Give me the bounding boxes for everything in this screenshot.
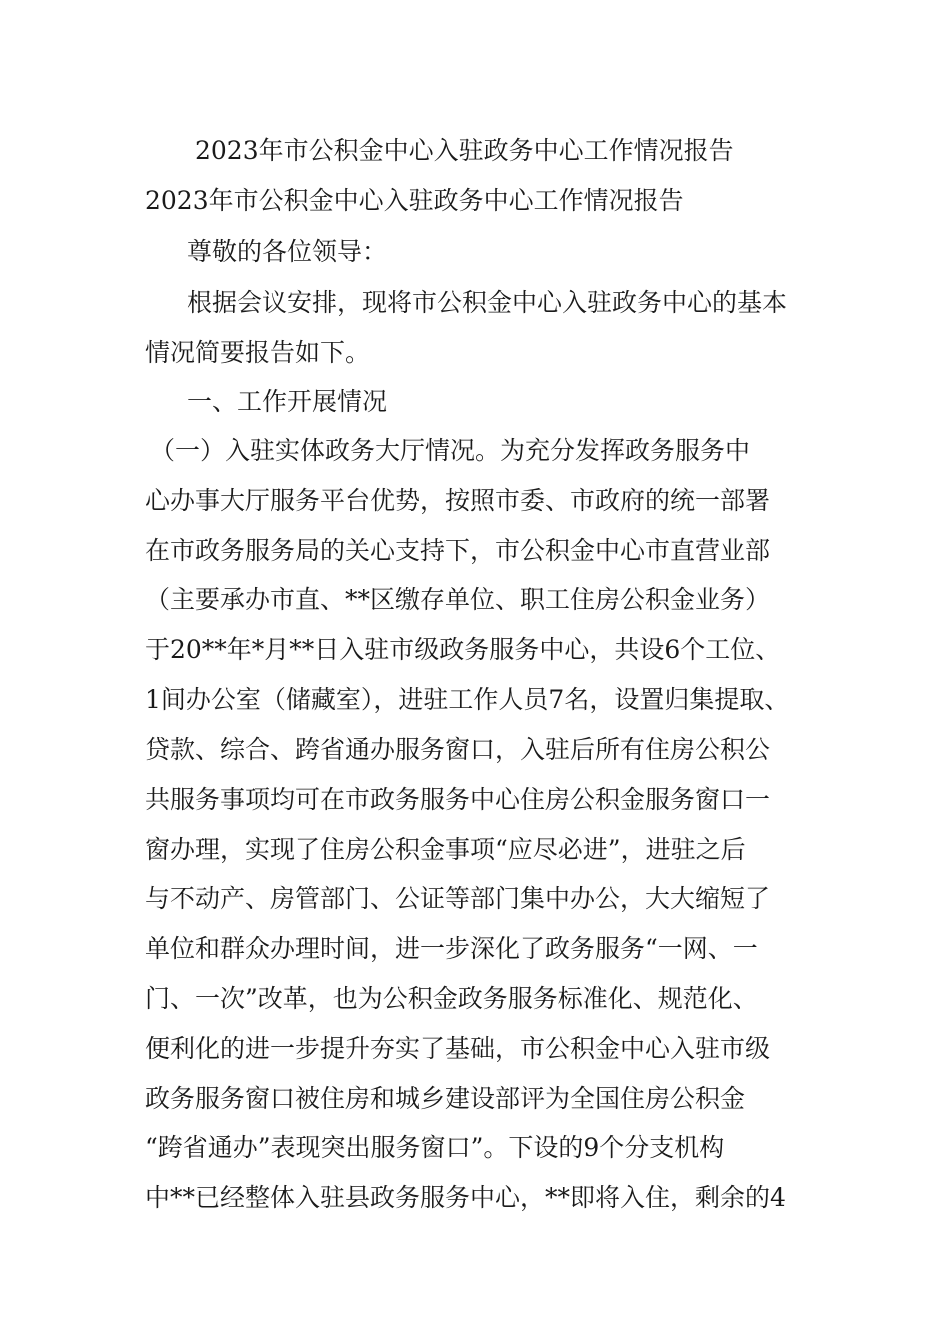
body-line: 门、一次”改革，也为公积金政务服务标准化、规范化、 [145,984,758,1013]
body-line: “跨省通办”表现突出服务窗口”。下设的9个分支机构 [145,1133,725,1162]
document-title: 2023年市公积金中心入驻政务中心工作情况报告 [195,136,734,165]
body-line: 1间办公室（储藏室），进驻工作人员7名，设置归集提取、 [145,685,790,714]
intro-line-2: 情况简要报告如下。 [145,338,371,367]
body-line: 心办事大厅服务平台优势，按照市委、市政府的统一部署 [145,486,771,515]
section-heading: 一、工作开展情况 [187,387,388,416]
body-line: 便利化的进一步提升夯实了基础，市公积金中心入驻市级 [145,1034,771,1063]
body-line: （主要承办市直、**区缴存单位、职工住房公积金业务） [145,585,771,614]
body-line: 共服务事项均可在市政务服务中心住房公积金服务窗口一 [145,785,771,814]
body-line: 中**已经整体入驻县政务服务中心，**即将入住，剩余的4 [145,1183,786,1212]
body-line: 窗办理，实现了住房公积金事项“应尽必进”，进驻之后 [145,835,746,864]
body-line: 与不动产、房管部门、公证等部门集中办公，大大缩短了 [145,884,771,913]
body-line: 单位和群众办理时间，进一步深化了政务服务“一网、一 [145,934,758,963]
body-line: 贷款、综合、跨省通办服务窗口，入驻后所有住房公积公 [145,735,771,764]
body-line: （一）入驻实体政务大厅情况。为充分发挥政务服务中 [150,436,751,465]
body-line: 在市政务服务局的关心支持下，市公积金中心市直营业部 [145,536,771,565]
salutation: 尊敬的各位领导： [187,237,388,266]
body-line: 于20**年*月**日入驻市级政务服务中心，共设6个工位、 [145,635,781,664]
intro-line-1: 根据会议安排，现将市公积金中心入驻政务中心的基本 [187,288,788,317]
document-subtitle: 2023年市公积金中心入驻政务中心工作情况报告 [145,186,684,215]
body-line: 政务服务窗口被住房和城乡建设部评为全国住房公积金 [145,1084,746,1113]
